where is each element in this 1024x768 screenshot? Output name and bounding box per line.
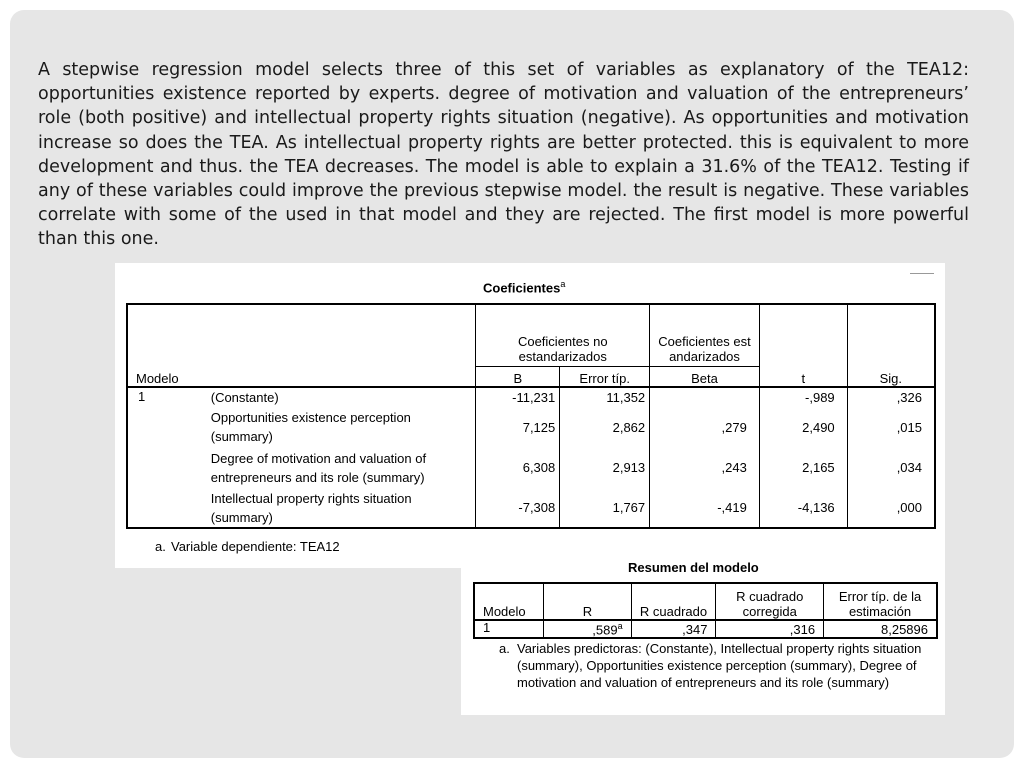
cell-t: -4,136 [759,488,847,528]
std-error-header: Error típ. de la estimación [824,583,937,620]
cell-beta [650,387,760,407]
coefficients-table [126,303,936,529]
cell-sig: ,326 [847,387,935,407]
cell-error: 2,913 [560,447,650,488]
coefficients-footnote: a. Variable dependiente: TEA12 [155,539,340,554]
row-label: Intellectual property rights situation (summary) [205,488,476,528]
r-squared-header: R cuadrado [631,583,716,620]
adjusted-r-squared-header: R cuadrado corregida [716,583,824,620]
corner-rule [910,273,934,274]
modelo-header: Modelo [474,583,544,620]
cell-b: -7,308 [476,488,560,528]
cell-t: 2,165 [759,447,847,488]
model-summary-title: Resumen del modelo [628,560,759,575]
table-row [127,407,935,447]
cell-b: 7,125 [476,407,560,447]
unstandardized-group-header: Coeficientes no estandarizados [476,304,650,366]
cell-adjusted-r-squared: ,316 [716,620,824,638]
cell-t: 2,490 [759,407,847,447]
cell-r-squared: ,347 [631,620,716,638]
model-summary-table [473,582,938,639]
cell-error: 1,767 [560,488,650,528]
model-number: 1 [127,387,205,528]
table-row [127,387,935,407]
cell-beta: ,243 [650,447,760,488]
t-header: t [759,366,847,387]
cell-sig: ,015 [847,407,935,447]
row-label: Opportunities existence perception (summary) [210,410,411,444]
cell-beta: ,279 [650,407,760,447]
b-header: B [476,366,560,387]
cell-sig: ,000 [847,488,935,528]
beta-header: Beta [650,366,760,387]
cell-sig: ,034 [847,447,935,488]
row-label: (Constante) [210,390,279,405]
modelo-header: Modelo [127,366,476,387]
cell-r: ,589$^a$ [544,620,631,638]
error-header: Error típ. [560,366,650,387]
cell-b: -11,231 [476,387,560,407]
cell-t: -,989 [759,387,847,407]
table-row [127,488,935,528]
cell-error: 11,352 [560,387,650,407]
model-summary-footnote: a. Variables predictoras: (Constante), Intellectual property rights situation (summary), Opportunities existence perception (summary), Degree of motivation and valuation of entrepreneurs and its role (summary) [499,641,922,690]
r-header: R [544,583,631,620]
cell-beta: -,419 [650,488,760,528]
model-summary-panel [461,548,945,715]
cell-error: 2,862 [560,407,650,447]
coefficients-panel [115,263,945,568]
table-row [474,620,937,638]
body-paragraph: A stepwise regression model selects three of this set of variables as explanatory of the TEA12: opportunities existence reported by experts. degree of motivation and valuation of the entrepreneurs’ role (both positive) and intellectual property rights situation (negative). As opportunities and motivation increase so does the TEA. As intellectual property rights are better protected. this is equivalent to more development and thus. the TEA decreases. The model is able to explain a 31.6% of the TEA12. Testing if any of these variables could improve the previous stepwise model. the result is negative. These variables correlate with some of the used in that model and they are rejected. The first model is more powerful than this one. [38,60,969,250]
cell-b: 6,308 [476,447,560,488]
table-row [127,447,935,488]
model-number: 1 [474,620,544,638]
standardized-group-header: Coeficientes estandarizados [650,304,760,366]
row-label: Degree of motivation and valuation of entrepreneurs and its role (summary) [210,450,427,485]
cell-std-error: 8,25896 [824,620,937,638]
sig-header: Sig. [847,366,935,387]
coefficients-title: Coeficientes$^a$ [483,279,566,296]
